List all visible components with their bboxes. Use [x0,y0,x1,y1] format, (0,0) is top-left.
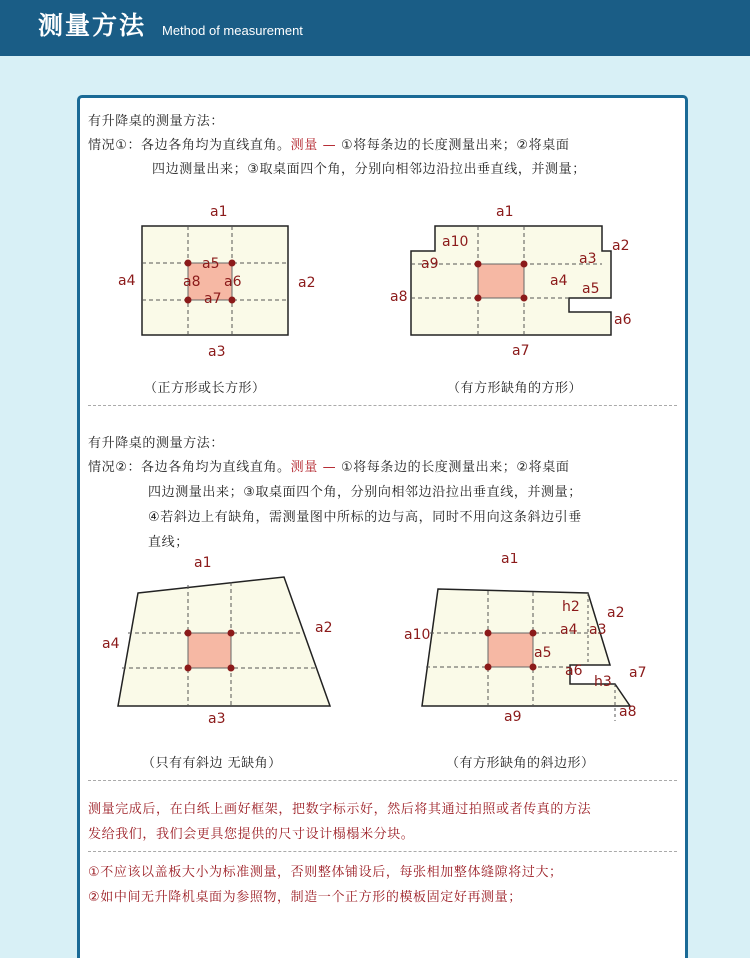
content-card [77,95,688,958]
section1-measure-word: 测量 — [290,138,337,153]
section1-figures [80,98,685,408]
figure-rectangle [142,226,288,335]
section1-line2: 四边测量出来；③取桌面四个角，分别向相邻边沿拉出垂直线，并测量； [152,162,586,177]
fig4-label-a1: a1 [501,553,519,567]
fig2-label-a7: a7 [512,343,530,359]
note-p2-line1: ①不应该以盖板大小为标准测量，否则整体铺设后，每张相加整体缝隙将过大； [88,865,563,880]
section2-case-label: 情况②：各边各角均为直线直角。 [88,460,291,475]
page-title: 测量方法 [38,11,147,40]
note-p1-line1: 测量完成后，在白纸上画好框架，把数字标示好，然后将其通过拍照或者传真的方法 [88,802,592,817]
fig2-label-a9: a9 [421,256,439,272]
fig2-label-a8: a8 [390,289,408,305]
fig2-label-a6: a6 [614,312,632,328]
fig4-label-a4: a4 [560,622,578,638]
fig1-label-a7: a7 [204,291,222,307]
section2-line4: 直线； [148,535,189,550]
fig4-label-a8: a8 [619,704,637,720]
fig1-label-a3: a3 [208,344,226,360]
fig4-label-a5: a5 [534,645,552,661]
fig4-label-a6: a6 [565,663,583,679]
section1-case-label: 情况①：各边各角均为直线直角。 [88,138,291,153]
fig3-label-a3: a3 [208,711,226,727]
fig3-label-a4: a4 [102,636,120,652]
section2-line3: ④若斜边上有缺角，需测量图中所标的边与高，同时不用向这条斜边引垂 [148,510,582,525]
fig2-label-a5: a5 [582,281,600,297]
fig4-label-a2: a2 [607,605,625,621]
fig2-label-a1: a1 [496,204,514,220]
fig4-label-a10: a10 [404,627,431,643]
fig1-label-a6: a6 [224,274,242,290]
notes-divider [88,780,677,781]
section2-heading: 有升降桌的测量方法： [88,436,225,451]
fig1-label-a1: a1 [210,204,228,220]
section2-line2: 四边测量出来；③取桌面四个角，分别向相邻边沿拉出垂直线，并测量； [148,485,582,500]
fig4-label-a3: a3 [589,622,607,638]
fig2-label-a10: a10 [442,234,469,250]
fig1-label-a4: a4 [118,273,136,289]
fig1-label-a2: a2 [298,275,316,291]
header-banner [0,0,750,56]
fig1-label-a8: a8 [183,274,201,290]
caption-slanted-notched: （有方形缺角的斜边形） [446,756,595,771]
caption-rectangle: （正方形或长方形） [144,381,266,396]
note-p1-line2: 发给我们，我们会更具您提供的尺寸设计榻榻米分块。 [88,827,415,842]
fig4-label-a9: a9 [504,709,522,725]
page-subtitle: Method of measurement [162,23,303,38]
section2-line1 [88,456,569,475]
fig3-label-a1: a1 [194,555,212,571]
caption-notched-square: （有方形缺角的方形） [447,381,583,396]
fig2-label-a2: a2 [612,238,630,254]
note-p2-line2: ②如中间无升降机桌面为参照物，制造一个正方形的模板固定好再测量； [88,890,522,905]
fig2-label-a3: a3 [579,251,597,267]
figure-slanted-notched [422,589,630,721]
fig3-label-a2: a2 [315,620,333,636]
section2-line1-rest: ①将每条边的长度测量出来；②将桌面 [340,460,570,475]
fig1-label-a5: a5 [202,256,220,272]
figure-slanted [118,577,330,706]
caption-slanted: （只有有斜边 无缺角） [142,756,282,771]
section1-line1-rest: ①将每条边的长度测量出来；②将桌面 [340,138,570,153]
fig2-label-a4: a4 [550,273,568,289]
section1-heading: 有升降桌的测量方法： [88,114,225,129]
fig4-label-a7: a7 [629,665,647,681]
notes-divider-2 [88,851,677,852]
section2-measure-word: 测量 — [290,460,337,475]
fig4-label-h2: h2 [562,599,580,615]
figure-notched-square [411,226,611,335]
section-divider [88,405,677,406]
fig4-label-h3: h3 [594,674,612,690]
